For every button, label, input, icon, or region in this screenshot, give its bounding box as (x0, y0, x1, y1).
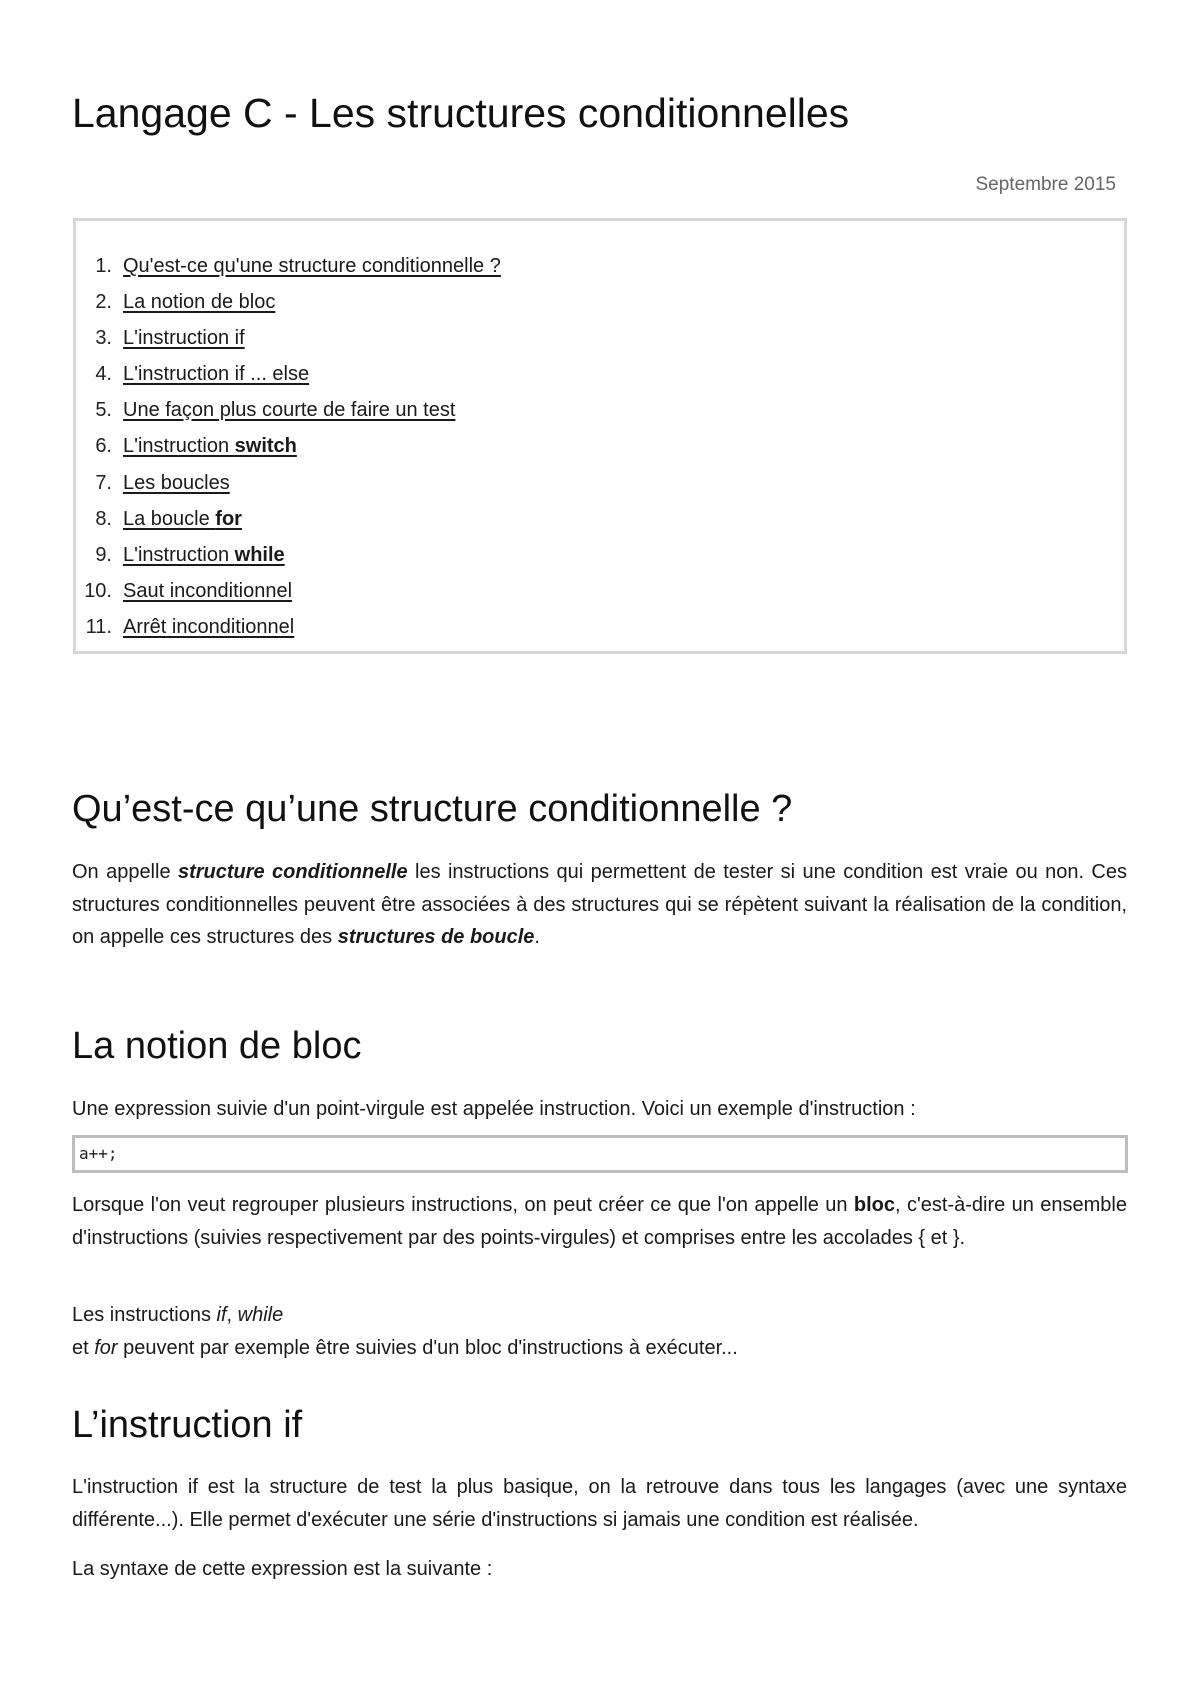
toc-item (76, 356, 1124, 392)
toc-link-keyword: switch (234, 435, 297, 458)
text-run: et (72, 1336, 95, 1359)
section-heading-structure: Qu’est-ce qu’une structure conditionnelle ? (72, 788, 793, 830)
toc-number: 7. (95, 471, 112, 494)
toc-number: 9. (95, 543, 112, 566)
text-run: Lorsque l'on veut regrouper plusieurs instructions, on peut créer ce que l'on appelle un (72, 1194, 854, 1216)
toc-number: 3. (95, 327, 112, 350)
toc-number: 8. (95, 507, 112, 530)
text-run: , c'est-à-dire un ensemble d'instructions (suivies respectivement par des points-virgules) et comprises entre les accolades { et }. (72, 1194, 1127, 1249)
toc-link-8[interactable] (123, 501, 242, 537)
toc-number: 2. (95, 291, 112, 314)
table-of-contents (73, 218, 1127, 654)
toc-item (76, 609, 1124, 645)
text-run: . (534, 926, 540, 948)
toc-link-text: L'instruction if (123, 327, 245, 350)
toc-link-text: Une façon plus courte de faire un test (123, 399, 456, 422)
toc-item (76, 392, 1124, 428)
toc-item (76, 428, 1124, 464)
document-title: Langage C - Les structures conditionnelles (72, 90, 850, 136)
section-paragraph: La syntaxe de cette expression est la suivante : (72, 1558, 493, 1580)
code-sample: a++; (72, 1135, 1128, 1173)
toc-item (76, 248, 1124, 284)
toc-link-text: Qu'est-ce qu'une structure conditionnelle ? (123, 255, 501, 277)
toc-link-4[interactable] (123, 356, 309, 392)
toc-item (76, 320, 1124, 356)
toc-list (76, 248, 1124, 645)
section-heading-bloc: La notion de bloc (72, 1025, 362, 1067)
text-run: , (226, 1304, 238, 1326)
toc-link-6[interactable] (123, 428, 297, 464)
toc-item (76, 573, 1124, 609)
toc-link-3[interactable] (123, 320, 245, 356)
section-paragraph (72, 1299, 1127, 1364)
toc-item (76, 501, 1124, 537)
toc-link-1[interactable] (123, 248, 501, 284)
toc-number: 4. (95, 363, 112, 386)
toc-number: 1. (95, 255, 112, 277)
toc-link-keyword: while (234, 543, 285, 566)
document-date: Septembre 2015 (975, 174, 1116, 195)
keyword-italic: while (237, 1304, 284, 1326)
section-paragraph: Une expression suivie d'un point-virgule est appelée instruction. Voici un exemple d'instruction : (72, 1098, 916, 1120)
toc-number: 10. (84, 579, 112, 602)
toc-link-7[interactable] (123, 465, 230, 501)
text-run: les instructions qui permettent de tester si une condition est vraie ou non. Ces structures conditionnelles peuvent être associées à des structures qui se répètent suivant la réalisation de la condition, on appelle ces structures des (72, 861, 1127, 948)
toc-link-11[interactable] (123, 609, 294, 645)
section-paragraph (72, 856, 1127, 954)
term-emphasis: structures de boucle (337, 926, 535, 948)
toc-link-keyword: for (215, 507, 242, 530)
toc-link-text: Les boucles (123, 471, 230, 494)
toc-number: 6. (95, 435, 112, 458)
toc-link-2[interactable] (123, 284, 275, 320)
toc-link-10[interactable] (123, 573, 292, 609)
toc-link-text: L'instruction (123, 435, 235, 458)
toc-item (76, 537, 1124, 573)
toc-item (76, 465, 1124, 501)
toc-link-text: Arrêt inconditionnel (123, 615, 295, 638)
toc-link-9[interactable] (123, 537, 285, 573)
toc-link-text: Saut inconditionnel (123, 579, 293, 602)
toc-link-text: L'instruction if ... else (123, 363, 310, 386)
keyword-italic: for (94, 1336, 118, 1359)
text-run: On appelle (72, 861, 178, 883)
toc-link-text: La boucle (123, 507, 216, 530)
toc-number: 11. (85, 615, 112, 638)
toc-item (76, 284, 1124, 320)
keyword-italic: if (216, 1304, 227, 1326)
text-run: peuvent par exemple être suivies d'un bloc d'instructions à exécuter... (117, 1336, 738, 1359)
section-paragraph (72, 1189, 1127, 1254)
toc-link-text: L'instruction (123, 543, 235, 566)
term-bold: bloc (853, 1194, 896, 1216)
toc-number: 5. (95, 399, 112, 422)
text-run: Les instructions (72, 1304, 217, 1326)
term-emphasis: structure conditionnelle (177, 861, 408, 883)
section-heading-if: L’instruction if (72, 1404, 303, 1446)
toc-link-text: La notion de bloc (123, 291, 276, 314)
section-paragraph: L'instruction if est la structure de test la plus basique, on la retrouve dans tous les langages (avec une syntaxe différente...). Elle permet d'exécuter une série d'instructions si jamais une condition est réalisée. (72, 1476, 1127, 1531)
toc-link-5[interactable] (123, 392, 455, 428)
